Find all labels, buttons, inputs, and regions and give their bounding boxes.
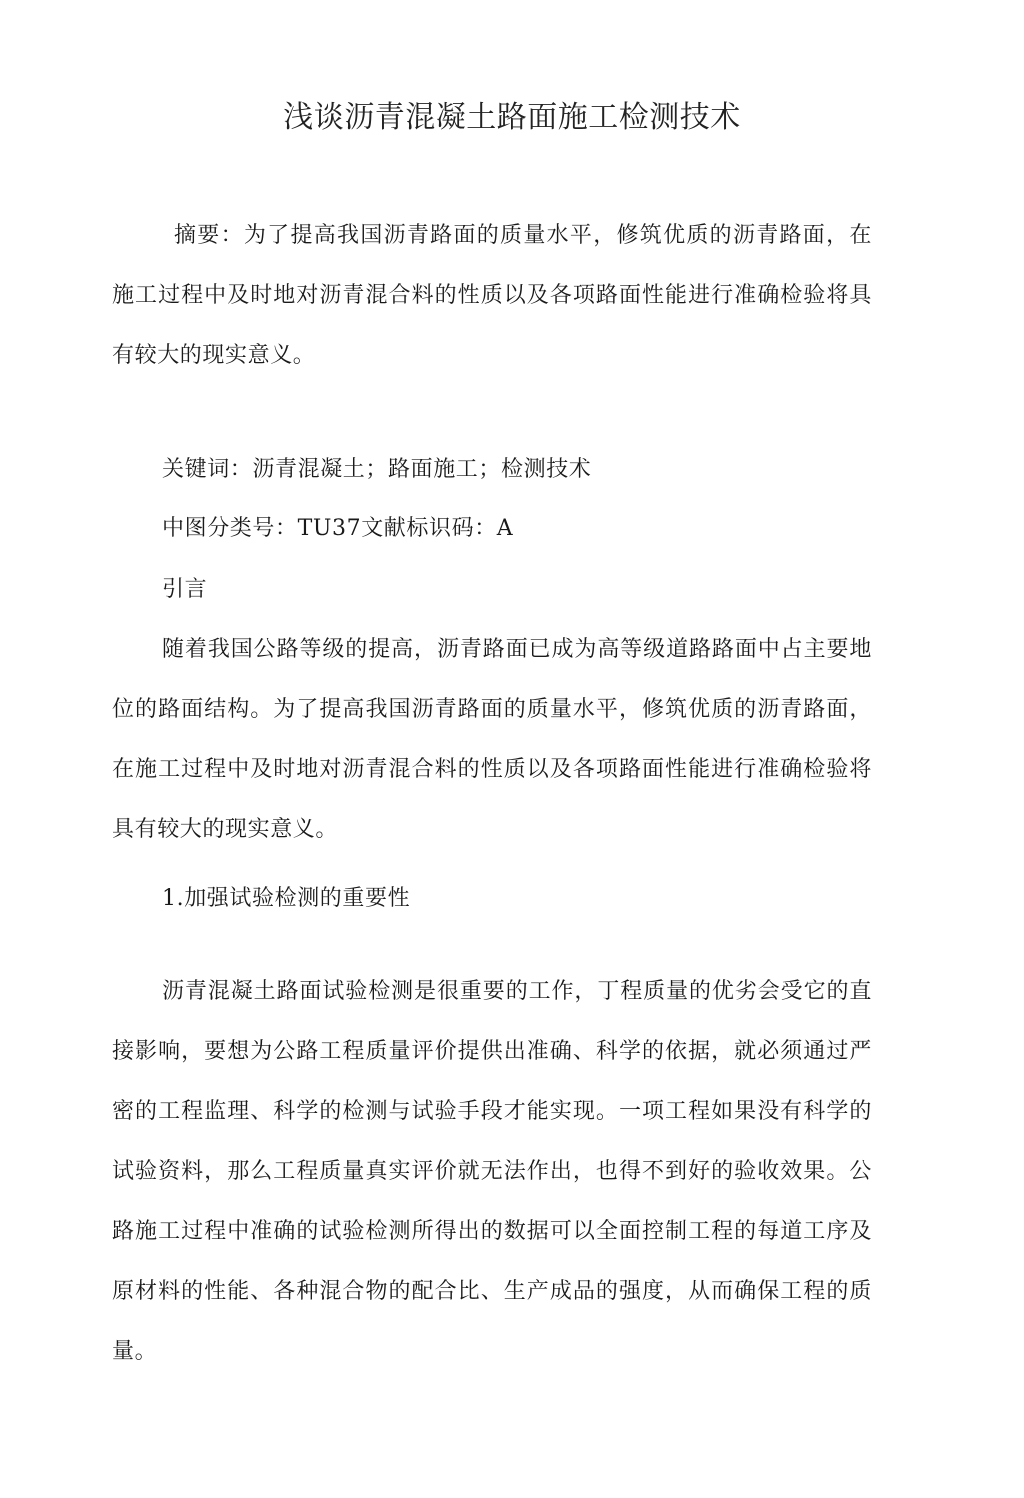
intro-paragraph: 随着我国公路等级的提高，沥青路面已成为高等级道路路面中占主要地位的路面结构。为了提高我国沥青路面的质量水平，修筑优质的沥青路面，在施工过程中及时地对沥青混合料的性质以及各项路面性能进行准确检验将具有较大的现实意义。 [112, 637, 872, 842]
section-heading: 1.加强试验检测的重要性 [162, 886, 411, 911]
keywords-line: 关键词：沥青混凝土；路面施工；检测技术 [162, 457, 592, 482]
classification-line: 中图分类号：TU37文献标识码：A [162, 516, 514, 541]
document-title: 浅谈沥青混凝土路面施工检测技术 [283, 100, 741, 135]
intro-heading: 引言 [162, 577, 208, 602]
section-paragraph: 沥青混凝土路面试验检测是很重要的工作，丁程质量的优劣会受它的直接影响，要想为公路工程质量评价提供出准确、科学的依据，就必须通过严密的工程监理、科学的检测与试验手段才能实现。一项工程如果没有科学的试验资料，那么工程质量真实评价就无法作出，也得不到好的验收效果。公路施工过程中准确的试验检测所得出的数据可以全面控制工程的每道工序及原材料的性能、各种混合物的配合比、生产成品的强度，从而确保工程的质量。 [112, 979, 872, 1364]
abstract-paragraph: 摘要：为了提高我国沥青路面的质量水平，修筑优质的沥青路面，在施工过程中及时地对沥青混合料的性质以及各项路面性能进行准确检验将具有较大的现实意义。 [112, 223, 872, 368]
